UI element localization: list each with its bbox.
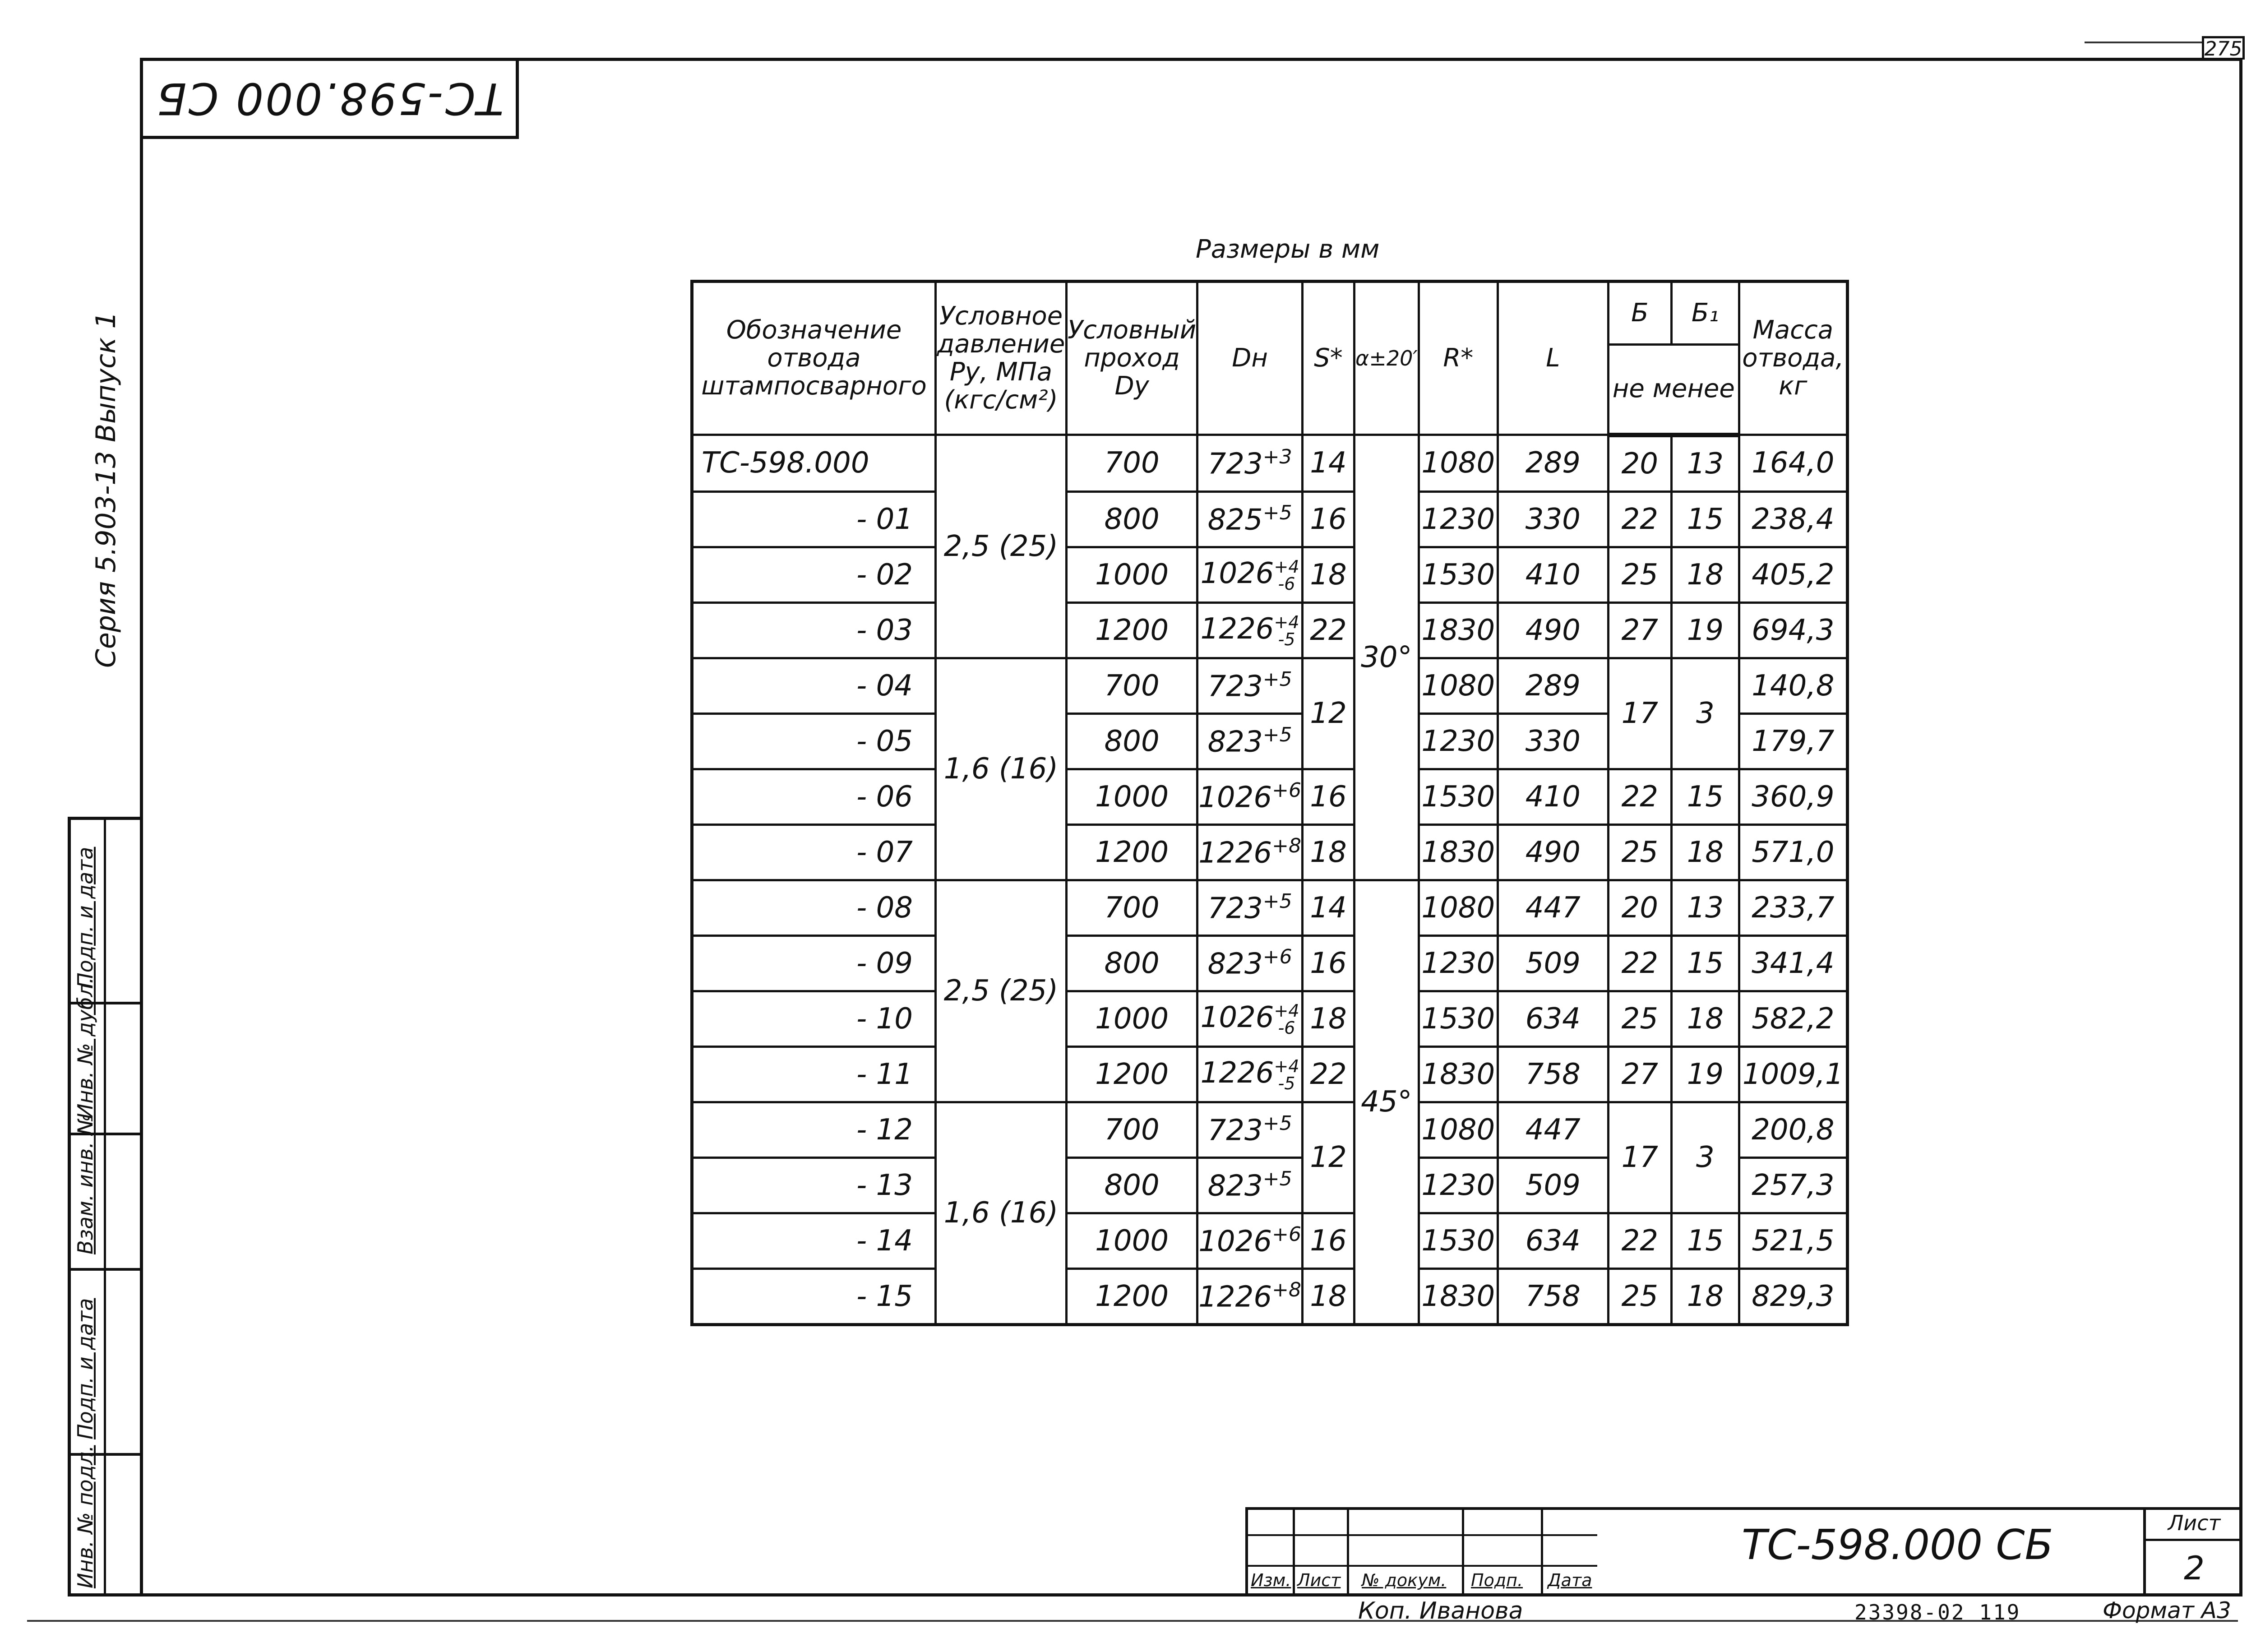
series-text: Серия 5.903-13 Выпуск 1 [90,311,122,668]
revision-grid-line [1245,1565,1597,1567]
dn-cell: $823^{+5}$ [1197,1157,1303,1213]
revision-grid-line [1245,1534,1597,1536]
mass-cell: 405,2 [1739,547,1847,602]
caption-signature: Подп. [1471,1570,1523,1590]
designation-cell: - 07 [692,824,936,880]
b1-cell: 18 [1671,991,1739,1046]
caption-date: Дата [1548,1570,1592,1590]
designation-cell: - 02 [692,547,936,602]
dn-cell: $825^{+5}$ [1197,491,1303,547]
b-cell: 25 [1608,824,1671,880]
dn-cell: 1226 +4 -5 [1197,1046,1303,1102]
s-cell: 16 [1302,769,1354,824]
s-cell: 18 [1302,991,1354,1046]
b-cell: 17 [1608,1102,1671,1213]
r-cell: 1230 [1419,1157,1498,1213]
table-row [692,991,1848,1046]
l-cell: 289 [1498,658,1608,713]
revision-grid-col [1462,1507,1464,1596]
dn-cell: $723^{+3}$ [1197,435,1303,492]
mass-cell: 694,3 [1739,602,1847,658]
header-not-less: не менее [1608,345,1739,435]
table-row [692,435,1848,492]
mass-cell: 360,9 [1739,769,1847,824]
table-row [692,769,1848,824]
r-cell: 1830 [1419,1046,1498,1102]
table-row [692,602,1848,658]
dy-cell: 700 [1067,658,1197,713]
b-cell: 22 [1608,491,1671,547]
table-row [692,1213,1848,1268]
r-cell: 1080 [1419,658,1498,713]
r-cell: 1230 [1419,713,1498,769]
dn-cell: 1026 +4 -6 [1197,991,1303,1046]
dn-cell: $823^{+5}$ [1197,713,1303,769]
s-cell: 18 [1302,824,1354,880]
b-cell: 22 [1608,935,1671,991]
table-row [692,658,1848,713]
designation-cell: - 15 [692,1268,936,1324]
r-cell: 1530 [1419,1213,1498,1268]
s-cell: 16 [1302,1213,1354,1268]
s-cell: 22 [1302,1046,1354,1102]
page-number: 275 [2202,36,2245,60]
designation-cell: - 11 [692,1046,936,1102]
code-stamp-text: ТС-598.000 СБ [155,73,504,124]
spec-table [690,280,1849,1326]
dn-cell: $1226^{+8}$ [1197,824,1303,880]
designation-cell: - 06 [692,769,936,824]
pressure-cell: 1,6 (16) [936,1102,1067,1324]
designation-cell: - 04 [692,658,936,713]
b1-cell: 15 [1671,491,1739,547]
designation-cell: - 05 [692,713,936,769]
dy-cell: 1200 [1067,602,1197,658]
mass-cell: 1009,1 [1739,1046,1847,1102]
header-l: L [1498,282,1608,435]
header-alpha: α±20′ [1354,282,1419,435]
header-s: S* [1302,282,1354,435]
angle-cell: 45° [1354,880,1419,1324]
sheet-number: 2 [2184,1549,2205,1587]
pressure-cell: 1,6 (16) [936,658,1067,880]
dn-cell: 1226 +4 -5 [1197,602,1303,658]
l-cell: 289 [1498,435,1608,492]
header-b1: Б₁ [1671,282,1739,345]
dn-cell: $723^{+5}$ [1197,1102,1303,1157]
table-row [692,1102,1848,1157]
mass-cell: 179,7 [1739,713,1847,769]
r-cell: 1080 [1419,435,1498,492]
l-cell: 634 [1498,1213,1608,1268]
mass-cell: 233,7 [1739,880,1847,935]
sheet-box [2143,1507,2242,1596]
header-r: R* [1419,282,1498,435]
header-dn: Dн [1197,282,1303,435]
mass-cell: 341,4 [1739,935,1847,991]
l-cell: 509 [1498,935,1608,991]
dn-cell: $1026^{+6}$ [1197,1213,1303,1268]
header-pressure: Условное давление Ру, МПа (кгс/см²) [936,282,1067,435]
title-drawing-code: ТС-598.000 СБ [1742,1521,2053,1569]
table-row [692,1046,1848,1102]
header-passage: Условный проход Dу [1067,282,1197,435]
dy-cell: 800 [1067,713,1197,769]
pressure-cell: 2,5 (25) [936,880,1067,1102]
top-rule [2085,42,2202,43]
b-cell: 20 [1608,435,1671,492]
l-cell: 410 [1498,547,1608,602]
r-cell: 1230 [1419,935,1498,991]
mass-cell: 521,5 [1739,1213,1847,1268]
archive-number: 23398-02 119 [1854,1600,2021,1624]
mass-cell: 582,2 [1739,991,1847,1046]
l-cell: 758 [1498,1268,1608,1324]
dy-cell: 1200 [1067,1268,1197,1324]
revision-grid-col [1293,1507,1295,1596]
dn-cell: $723^{+5}$ [1197,880,1303,935]
designation-cell: - 03 [692,602,936,658]
code-stamp [140,58,519,139]
mass-cell: 200,8 [1739,1102,1847,1157]
b1-cell: 18 [1671,1268,1739,1324]
mass-cell: 140,8 [1739,658,1847,713]
r-cell: 1830 [1419,602,1498,658]
designation-cell: - 10 [692,991,936,1046]
r-cell: 1230 [1419,491,1498,547]
b-cell: 25 [1608,547,1671,602]
r-cell: 1530 [1419,547,1498,602]
dn-cell: $723^{+5}$ [1197,658,1303,713]
designation-cell: - 08 [692,880,936,935]
header-mass: Масса отвода, кг [1739,282,1847,435]
l-cell: 490 [1498,602,1608,658]
pressure-cell: 2,5 (25) [936,435,1067,658]
table-row [692,491,1848,547]
s-cell: 16 [1302,491,1354,547]
header-designation: Обозначение отвода штампосварного [692,282,936,435]
table-row [692,824,1848,880]
dy-cell: 800 [1067,935,1197,991]
designation-cell: - 12 [692,1102,936,1157]
table-row [692,547,1848,602]
dn-cell: $1226^{+8}$ [1197,1268,1303,1324]
b-cell: 25 [1608,991,1671,1046]
b1-cell: 15 [1671,769,1739,824]
designation-cell: - 01 [692,491,936,547]
l-cell: 758 [1498,1046,1608,1102]
b-cell: 22 [1608,1213,1671,1268]
caption-sheet: Лист [1297,1570,1341,1590]
table-row [692,935,1848,991]
dy-cell: 1000 [1067,991,1197,1046]
s-cell: 12 [1302,1102,1354,1213]
units-caption: Размеры в мм [1196,235,1380,264]
b1-cell: 15 [1671,935,1739,991]
mass-cell: 829,3 [1739,1268,1847,1324]
b1-cell: 3 [1671,1102,1739,1213]
revision-grid-col [1347,1507,1349,1596]
mass-cell: 257,3 [1739,1157,1847,1213]
sheet-format: Формат А3 [2103,1597,2231,1624]
b1-cell: 13 [1671,435,1739,492]
s-cell: 18 [1302,1268,1354,1324]
s-cell: 18 [1302,547,1354,602]
table-row [692,880,1848,935]
b-cell: 27 [1608,1046,1671,1102]
r-cell: 1080 [1419,880,1498,935]
dy-cell: 800 [1067,491,1197,547]
b-cell: 22 [1608,769,1671,824]
mass-cell: 164,0 [1739,435,1847,492]
s-cell: 14 [1302,880,1354,935]
dy-cell: 700 [1067,880,1197,935]
dy-cell: 700 [1067,1102,1197,1157]
dy-cell: 1000 [1067,769,1197,824]
dy-cell: 1200 [1067,1046,1197,1102]
s-cell: 16 [1302,935,1354,991]
l-cell: 490 [1498,824,1608,880]
b1-cell: 18 [1671,547,1739,602]
designation-cell: - 14 [692,1213,936,1268]
r-cell: 1830 [1419,1268,1498,1324]
l-cell: 447 [1498,1102,1608,1157]
dy-cell: 700 [1067,435,1197,492]
dn-cell: 1026 +4 -6 [1197,547,1303,602]
dy-cell: 800 [1067,1157,1197,1213]
s-cell: 14 [1302,435,1354,492]
b-cell: 27 [1608,602,1671,658]
b1-cell: 19 [1671,602,1739,658]
dn-cell: $1026^{+6}$ [1197,769,1303,824]
l-cell: 330 [1498,713,1608,769]
binding-strip-divider [104,817,106,1596]
b1-cell: 13 [1671,880,1739,935]
r-cell: 1530 [1419,769,1498,824]
b1-cell: 15 [1671,1213,1739,1268]
b-cell: 25 [1608,1268,1671,1324]
copied-by: Коп. Иванова [1358,1597,1523,1624]
dy-cell: 1200 [1067,824,1197,880]
l-cell: 509 [1498,1157,1608,1213]
sheet-label: Лист [2146,1507,2242,1541]
l-cell: 330 [1498,491,1608,547]
s-cell: 22 [1302,602,1354,658]
angle-cell: 30° [1354,435,1419,880]
b1-cell: 3 [1671,658,1739,769]
s-cell: 12 [1302,658,1354,769]
r-cell: 1830 [1419,824,1498,880]
l-cell: 634 [1498,991,1608,1046]
r-cell: 1080 [1419,1102,1498,1157]
dy-cell: 1000 [1067,547,1197,602]
caption-document-no: № докум. [1362,1570,1447,1590]
designation-cell: - 13 [692,1157,936,1213]
b1-cell: 18 [1671,824,1739,880]
title-block [1245,1507,2242,1596]
binding-row-divider [68,1268,140,1271]
revision-grid-col [1541,1507,1543,1596]
l-cell: 447 [1498,880,1608,935]
b-cell: 17 [1608,658,1671,769]
designation-cell: - 09 [692,935,936,991]
caption-change: Изм. [1251,1570,1291,1590]
designation-cell: ТС-598.000 [692,435,936,492]
dy-cell: 1000 [1067,1213,1197,1268]
table-row [692,1268,1848,1324]
r-cell: 1530 [1419,991,1498,1046]
b-cell: 20 [1608,880,1671,935]
b1-cell: 19 [1671,1046,1739,1102]
l-cell: 410 [1498,769,1608,824]
mass-cell: 238,4 [1739,491,1847,547]
dn-cell: $823^{+6}$ [1197,935,1303,991]
header-b: Б [1608,282,1671,345]
mass-cell: 571,0 [1739,824,1847,880]
